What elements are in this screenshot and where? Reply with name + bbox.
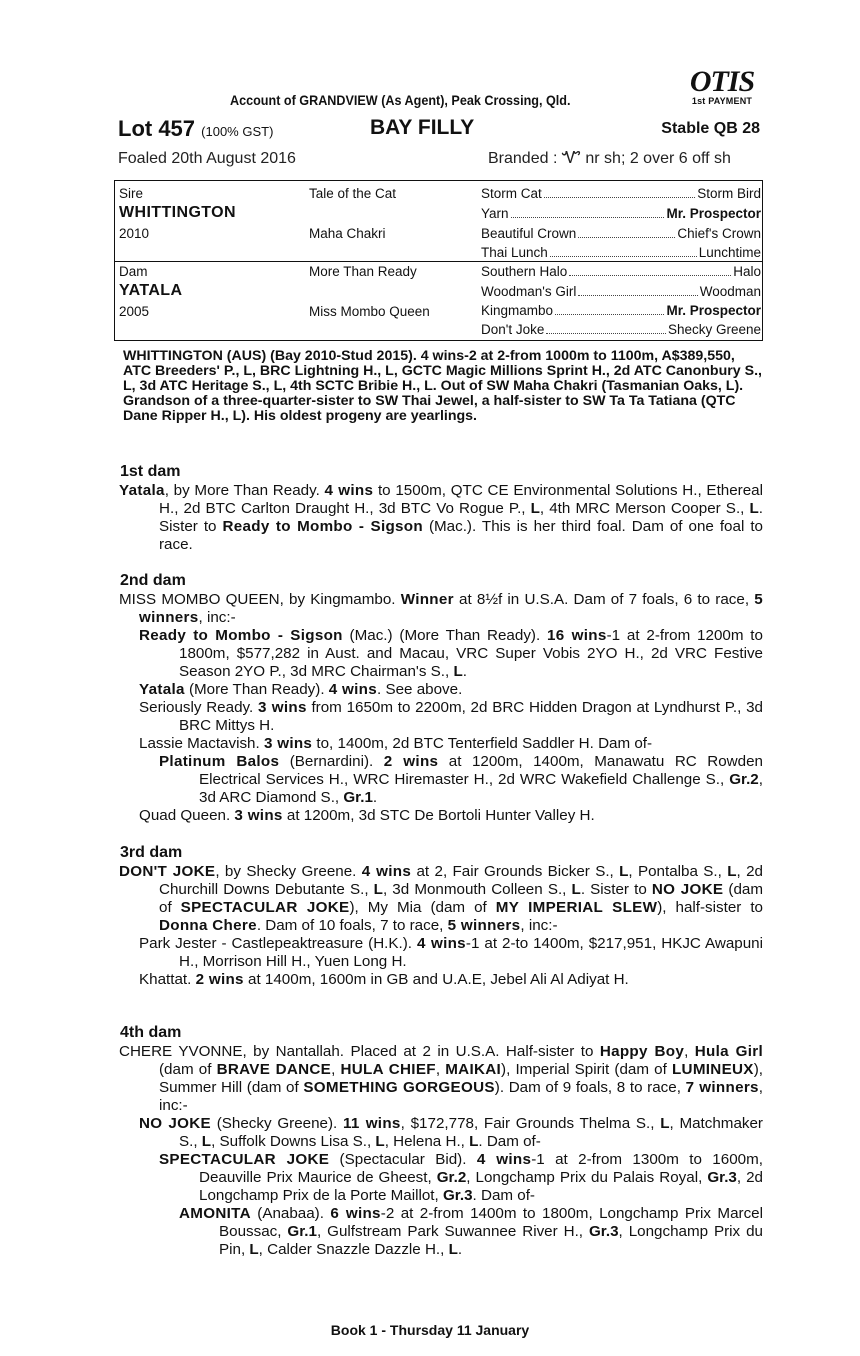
list-item: SPECTACULAR JOKE (Spectacular Bid). 4 wins-1 at 2-from 1300m to 1600m, Deauville Prix Maurice de Gheest, Gr.2, Longchamp Prix du Palais Royal, Gr.3, 2d Longchamp Prix de la Porte Maillot, Gr.3. Dam of- bbox=[159, 1151, 764, 1204]
gen3-row: Don't Joke Shecky Greene bbox=[481, 322, 761, 337]
otis-logo bbox=[683, 65, 761, 106]
foaled-date: Foaled 20th August 2016 bbox=[118, 150, 296, 167]
stable-number: Stable QB 28 bbox=[661, 120, 760, 137]
list-item: Yatala (More Than Ready). 4 wins. See above. bbox=[139, 681, 463, 698]
list-item: Lassie Mactavish. 3 wins to, 1400m, 2d BTC Tenterfield Saddler H. Dam of- bbox=[139, 735, 653, 752]
list-item: Park Jester - Castlepeaktreasure (H.K.). 4 wins-1 at 2-to 1400m, $217,951, HKJC Awapuni H., Morrison Hill H., Yuen Long H. bbox=[139, 935, 763, 970]
logo-subtitle: 1st PAYMENT bbox=[691, 96, 753, 106]
gen3-row: Storm Cat Storm Bird bbox=[481, 186, 761, 201]
dam1-heading: 1st dam bbox=[120, 463, 181, 480]
logo-mark: OTIS bbox=[689, 65, 755, 98]
dam4-paragraph: CHERE YVONNE, by Nantallah. Placed at 2 in U.S.A. Half-sister to Happy Boy, Hula Girl (dam of BRAVE DANCE, HULA CHIEF, MAIKAI), Imperial Spirit (dam of LUMINEUX), Summer Hill (dam of SOMETHING GORGEOUS). Dam of 9 foals, 8 to race, 7 winners, inc:- NO JOKE (Shecky Greene). 11 wins, $172,778, Fair Grounds Thelma S., L, Matchmaker S., L, Suffolk Downs Lisa S., L, Helena H., L. Dam of- SPECTACULAR JOKE (Spectacular Bid). 4 wins-1 at 2-from 1300m to 1600m, Deauville Prix Maurice de Gheest, Gr.2, Longchamp Prix du Palais Royal, Gr.3, 2d Longchamp Prix de la Porte Maillot, Gr.3. Dam of- AMONITA (Anabaa). 6 wins-2 at 2-from 1400m to 1800m, Longchamp Prix Marcel Boussac, Gr.1, Gulfstream Park Suwannee River H., Gr.3, Longchamp Prix du Pin, L, Calder Snazzle Dazzle H., L. bbox=[119, 1043, 764, 1258]
dam2-paragraph: MISS MOMBO QUEEN, by Kingmambo. Winner at 8½f in U.S.A. Dam of 7 foals, 6 to race, 5 winners, inc:- Ready to Mombo - Sigson (Mac.) (More Than Ready). 16 wins-1 at 2-from 1200m to 1800m, $577,282 in Aust. and Macau, VRC Super Vobis 2YO H., 2d VRC Festive Season 2YO P., 3d MRC Chairman's S., L. Yatala (More Than Ready). 4 wins. See above. Seriously Ready. 3 wins from 1650m to 2200m, 2d BRC Hidden Dragon at Lyndhurst P., 3d BRC Mittys H. Lassie Mactavish. 3 wins to, 1400m, 2d BTC Tenterfield Saddler H. Dam of- Platinum Balos (Bernardini). 2 wins at 1200m, 1400m, Manawatu RC Rowden Electrical Services H., WRC Hiremaster H., 2d WRC Wakefield Challenge S., Gr.2, 3d ARC Diamond S., Gr.1. Quad Queen. 3 wins at 1200m, 3d STC De Bortoli Hunter Valley H. bbox=[119, 591, 763, 824]
dam1-paragraph: Yatala, by More Than Ready. 4 wins to 1500m, QTC CE Environmental Solutions H., Ethereal H., 2d BTC Carlton Draught H., 3d BTC Vo Rogue P., L, 4th MRC Merson Cooper S., L. Sister to Ready to Mombo - Sigson (Mac.). This is her third foal. Dam of one foal to race. bbox=[119, 482, 764, 553]
sire-label: Sire bbox=[119, 186, 144, 201]
list-item: NO JOKE (Shecky Greene). 11 wins, $172,778, Fair Grounds Thelma S., L, Matchmaker S., L, Suffolk Downs Lisa S., L, Helena H., L. Dam of- bbox=[139, 1115, 763, 1150]
dam2-heading: 2nd dam bbox=[120, 572, 186, 589]
paternal-grandsire: Tale of the Cat bbox=[309, 186, 397, 201]
branded-label: Branded : bbox=[488, 150, 558, 167]
lot-label: Lot 457 bbox=[118, 116, 196, 141]
brand-info bbox=[488, 150, 731, 168]
dam3-paragraph: DON'T JOKE, by Shecky Greene. 4 wins at 2, Fair Grounds Bicker S., L, Pontalba S., L, 2d Churchill Downs Debutante S., L, 3d Monmouth Colleen S., L. Sister to NO JOKE (dam of SPECTACULAR JOKE), My Mia (dam of MY IMPERIAL SLEW), half-sister to Donna Chere. Dam of 10 foals, 7 to race, 5 winners, inc:- Park Jester - Castlepeaktreasure (H.K.). 4 wins-1 at 2-to 1400m, $217,951, HKJC Awapuni H., Morrison Hill H., Yuen Long H. Khattat. 2 wins at 1400m, 1600m in GB and U.A.E, Jebel Ali Al Adiyat H. bbox=[119, 863, 764, 988]
vendor-account: Account of GRANDVIEW (As Agent), Peak Crossing, Qld. bbox=[230, 92, 571, 108]
lot-number bbox=[118, 116, 273, 142]
gen3-row: Kingmambo Mr. Prospector bbox=[481, 303, 761, 318]
brand-mark-icon: Ꮙ bbox=[561, 150, 581, 167]
list-item: Seriously Ready. 3 wins from 1650m to 2200m, 2d BRC Hidden Dragon at Lyndhurst P., 3d BRC Mittys H. bbox=[139, 699, 763, 734]
list-item: Platinum Balos (Bernardini). 2 wins at 1200m, 1400m, Manawatu RC Rowden Electrical Services H., WRC Hiremaster H., 2d WRC Wakefield Challenge S., Gr.2, 3d ARC Diamond S., Gr.1. bbox=[159, 753, 763, 806]
dam-year: 2005 bbox=[119, 304, 150, 319]
dam-name: YATALA bbox=[119, 282, 183, 299]
dam3-heading: 3rd dam bbox=[120, 844, 183, 861]
list-item: Ready to Mombo - Sigson (Mac.) (More Than Ready). 16 wins-1 at 2-from 1200m to 1800m, $577,282 in Aust. and Macau, VRC Super Vobis 2YO H., 2d VRC Festive Season 2YO P., 3d MRC Chairman's S., L. bbox=[139, 627, 763, 680]
sire-name: WHITTINGTON bbox=[119, 204, 236, 221]
gst-note: (100% GST) bbox=[201, 124, 274, 139]
gen3-row: Beautiful Crown Chief's Crown bbox=[481, 226, 761, 241]
dam-label: Dam bbox=[119, 264, 148, 279]
list-item: AMONITA (Anabaa). 6 wins-2 at 2-from 1400m to 1800m, Longchamp Prix Marcel Boussac, Gr.1, Gulfstream Park Suwannee River H., Gr.3, Longchamp Prix du Pin, L, Calder Snazzle Dazzle H., L. bbox=[179, 1205, 763, 1258]
pedigree-table bbox=[114, 180, 763, 341]
gen3-row: Yarn Mr. Prospector bbox=[481, 206, 761, 221]
page-footer: Book 1 - Thursday 11 January bbox=[330, 1322, 530, 1338]
maternal-granddam: Miss Mombo Queen bbox=[309, 304, 430, 319]
gen3-row: Woodman's Girl Woodman bbox=[481, 284, 761, 299]
list-item: Khattat. 2 wins at 1400m, 1600m in GB and U.A.E, Jebel Ali Al Adiyat H. bbox=[139, 971, 629, 988]
sire-summary: WHITTINGTON (AUS) (Bay 2010-Stud 2015). 4 wins-2 at 2-from 1000m to 1100m, A$389,550, ATC Breeders' P., L, BRC Lightning H., L, GCTC Magic Millions Sprint H., 2d ATC Canonbury S., L, 3d ATC Heritage S., L, 4th SCTC Bribie H., L. Out of SW Maha Chakri (Tasmanian Oaks, L). Grandson of a three-quarter-sister to SW Thai Jewel, a half-sister to SW Ta Ta Tatiana (QTC Dane Ripper H., L). His oldest progeny are yearlings. bbox=[123, 348, 762, 424]
paternal-granddam: Maha Chakri bbox=[309, 226, 386, 241]
dam4-heading: 4th dam bbox=[120, 1024, 182, 1041]
gen3-row: Thai Lunch Lunchtime bbox=[481, 245, 761, 260]
list-item: Quad Queen. 3 wins at 1200m, 3d STC De Bortoli Hunter Valley H. bbox=[139, 807, 595, 824]
gen3-row: Southern Halo Halo bbox=[481, 264, 761, 279]
maternal-grandsire: More Than Ready bbox=[309, 264, 417, 279]
sex-color: BAY FILLY bbox=[370, 116, 475, 139]
sire-year: 2010 bbox=[119, 226, 150, 241]
branded-text: nr sh; 2 over 6 off sh bbox=[585, 150, 731, 167]
